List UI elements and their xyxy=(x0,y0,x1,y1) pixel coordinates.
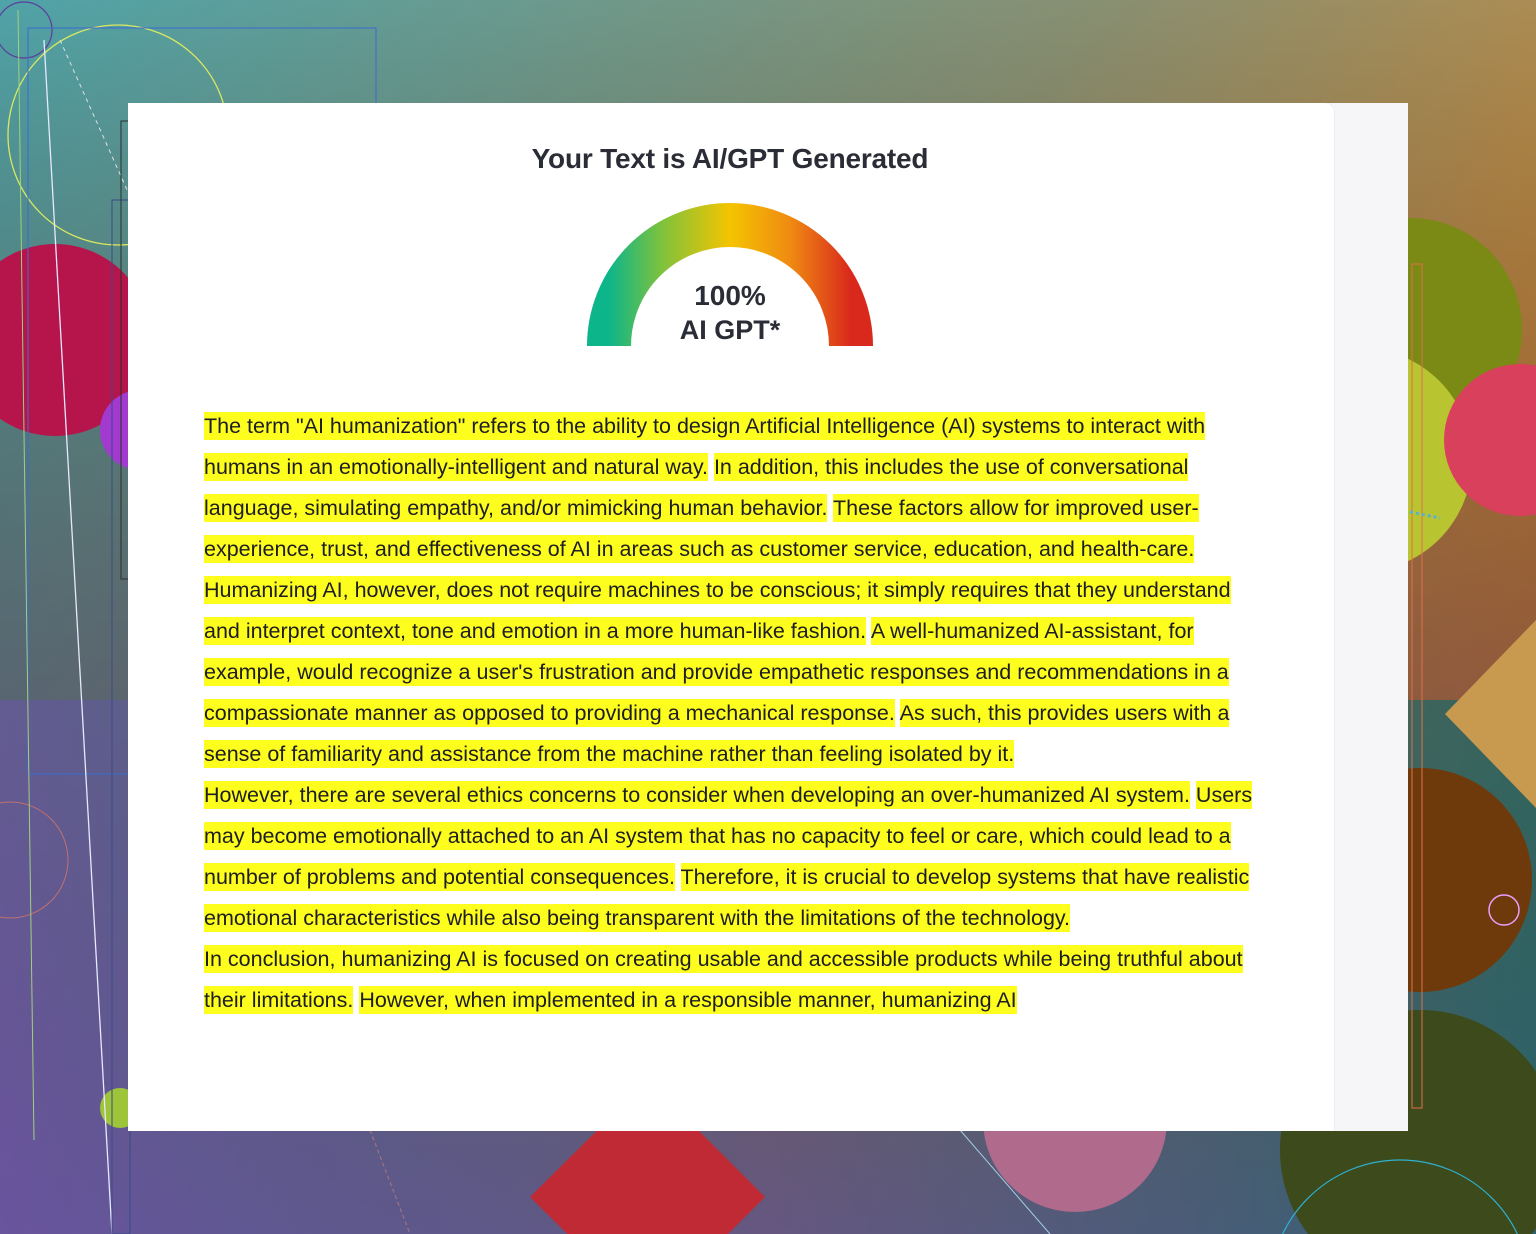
ai-score-label: AI GPT* xyxy=(679,315,781,345)
paragraph xyxy=(204,406,1254,570)
paragraph xyxy=(204,570,1254,775)
highlighted-sentence: As such, this provides users with a sense of familiarity and assistance from the machine rather than feeling isolated by it. xyxy=(204,701,1230,766)
highlighted-sentence: Humanizing AI, however, does not require machines to be conscious; it simply requires that they understand and interpret context, tone and emotion in a more human-like fashion. xyxy=(204,578,1231,643)
result-card xyxy=(128,103,1334,1131)
highlighted-sentence: In addition, this includes the use of conversational language, simulating empathy, and/or mimicking human behavior. xyxy=(204,455,1189,520)
result-title: Your Text is AI/GPT Generated xyxy=(531,143,929,174)
paragraph xyxy=(204,775,1254,939)
app-window xyxy=(128,103,1408,1131)
highlighted-sentence: Users may become emotionally attached to an AI system that has no capacity to feel or care, which could lead to a number of problems and potential consequences. xyxy=(204,783,1253,889)
highlighted-sentence: Therefore, it is crucial to develop systems that have realistic emotional characteristics while also being transparent with the limitations of the technology. xyxy=(204,865,1250,930)
highlighted-sentence: These factors allow for improved user-experience, trust, and effectiveness of AI in areas such as customer service, education, and health-care. xyxy=(204,496,1199,561)
highlighted-sentence: However, when implemented in a responsible manner, humanizing AI xyxy=(359,988,1017,1012)
analyzed-text xyxy=(204,406,1254,1021)
ai-score-value: 100% xyxy=(694,280,766,311)
highlighted-sentence: However, there are several ethics concerns to consider when developing an over-humanized AI system. xyxy=(204,783,1190,807)
paragraph xyxy=(204,939,1254,1021)
highlighted-sentence: The term "AI humanization" refers to the ability to design Artificial Intelligence (AI) systems to interact with humans in an emotionally-intelligent and natural way. xyxy=(204,414,1206,479)
highlighted-sentence: A well-humanized AI-assistant, for example, would recognize a user's frustration and provide empathetic responses and recommendations in a compassionate manner as opposed to providing a mechanical response. xyxy=(204,619,1229,725)
highlighted-sentence: In conclusion, humanizing AI is focused on creating usable and accessible products while being truthful about their limitations. xyxy=(204,947,1243,1012)
